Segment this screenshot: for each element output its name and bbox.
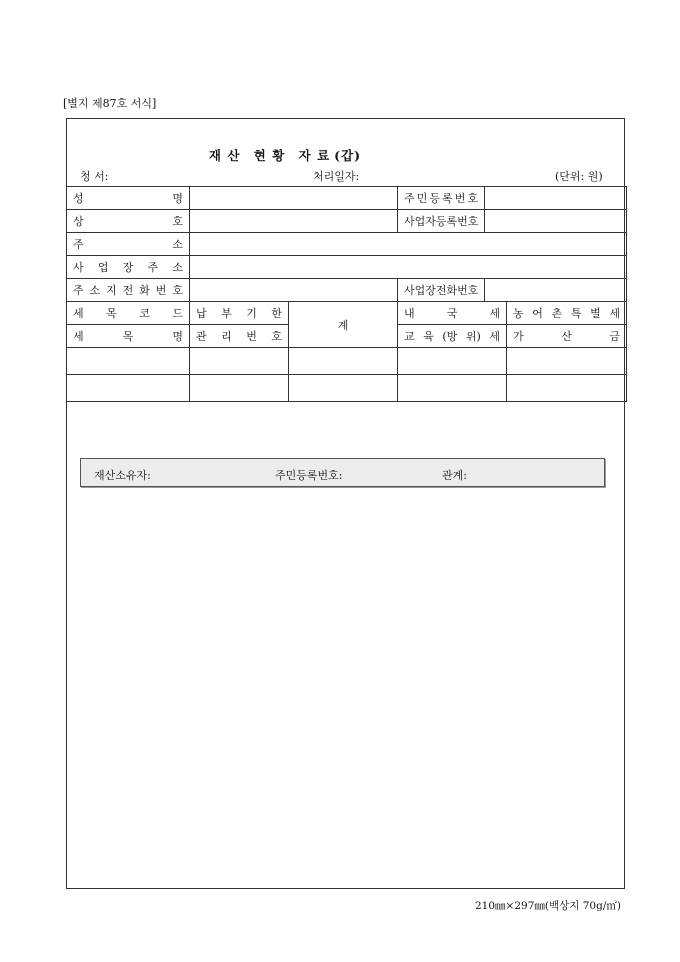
due-date-cell[interactable]: [190, 375, 289, 402]
resident-no-field[interactable]: [485, 187, 627, 210]
table-row: [67, 279, 627, 302]
tax-code-header: 세 목 코 드: [67, 302, 190, 325]
rural-tax-cell[interactable]: [507, 375, 627, 402]
rural-tax-header: 농 어 촌 특 별 세: [507, 302, 627, 325]
property-owner-label: 재산소유자:: [94, 469, 151, 482]
owner-resident-no-label: 주민등록번호:: [275, 469, 343, 482]
internal-tax-cell[interactable]: [398, 375, 507, 402]
process-date-label: 처리일자:: [313, 170, 360, 183]
title-word: 재 산: [208, 148, 241, 163]
business-address-field[interactable]: [190, 256, 627, 279]
title-word: 자 료: [298, 148, 331, 163]
mgmt-no-header: 관 리 번 호: [190, 325, 289, 348]
table-row: [67, 233, 627, 256]
table-row: [67, 375, 627, 402]
relation-label: 관계:: [442, 469, 467, 482]
title-word: (갑): [334, 148, 362, 163]
address-label: 주 소: [67, 233, 190, 256]
form-number-label: [별지 제87호 서식]: [63, 97, 157, 110]
business-reg-label: 사업자등록번호: [398, 210, 485, 233]
business-reg-field[interactable]: [485, 210, 627, 233]
business-address-label: 사 업 장 주 소: [67, 256, 190, 279]
table-row: [67, 187, 627, 210]
internal-tax-cell[interactable]: [398, 348, 507, 375]
table-row: [67, 210, 627, 233]
form-title: [66, 146, 500, 164]
tax-code-cell[interactable]: [67, 375, 190, 402]
phone-label: 주 소 지 전 화 번 호: [67, 279, 190, 302]
business-phone-field[interactable]: [485, 279, 627, 302]
name-label: 성 명: [67, 187, 190, 210]
surcharge-header: 가 산 금: [507, 325, 627, 348]
owner-info-box: [80, 458, 605, 487]
tax-name-header: 세 목 명: [67, 325, 190, 348]
name-field[interactable]: [190, 187, 398, 210]
table-row: [67, 348, 627, 375]
resident-no-label: 주 민 등 록 번 호: [398, 187, 485, 210]
paper-size-note: 210㎜×297㎜(백상지 70g/㎡): [475, 900, 621, 912]
due-date-cell[interactable]: [190, 348, 289, 375]
phone-field[interactable]: [190, 279, 398, 302]
total-header: 계: [289, 302, 398, 348]
table-row: [67, 256, 627, 279]
tax-code-cell[interactable]: [67, 348, 190, 375]
table-row: [67, 302, 627, 325]
address-field[interactable]: [190, 233, 627, 256]
property-status-table: [66, 186, 627, 402]
edu-tax-header: 교 육 (방 위) 세: [398, 325, 507, 348]
total-cell[interactable]: [289, 348, 398, 375]
internal-tax-header: 내 국 세: [398, 302, 507, 325]
trade-name-label: 상 호: [67, 210, 190, 233]
rural-tax-cell[interactable]: [507, 348, 627, 375]
unit-label: (단위: 원): [555, 170, 603, 183]
total-cell[interactable]: [289, 375, 398, 402]
due-date-header: 납 부 기 한: [190, 302, 289, 325]
applicant-label: 청 서:: [80, 170, 109, 183]
trade-name-field[interactable]: [190, 210, 398, 233]
title-word: 현 황: [253, 148, 286, 163]
business-phone-label: 사업장전화번호: [398, 279, 485, 302]
